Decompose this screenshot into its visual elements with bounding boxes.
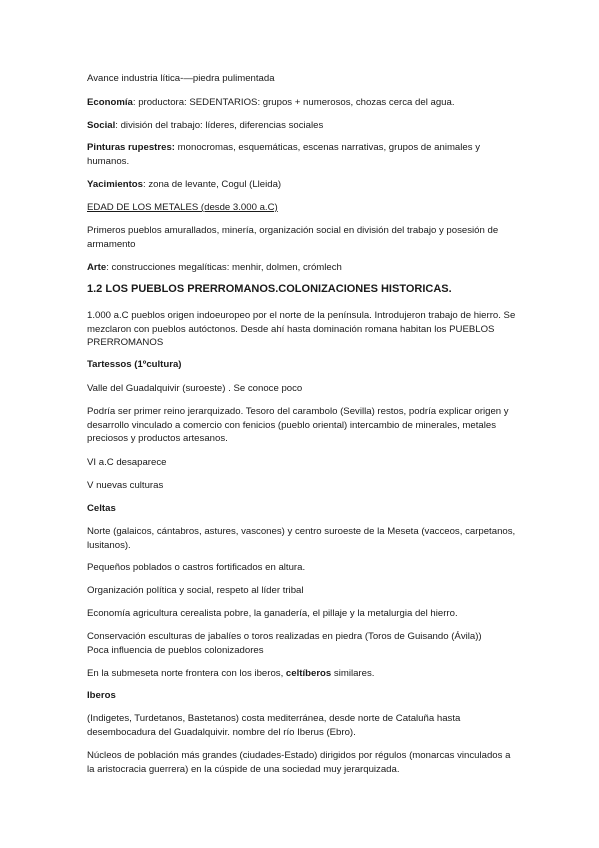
paragraph-pinturas [87, 141, 517, 168]
paragraph-indoeuropeos: 1.000 a.C pueblos origen indoeuropeo por el norte de la península. Introdujeron trabajo de hierro. Se mezclaron con pueblos autóctonos. Desde ahí hasta dominación romana habitan los PUEBLOS PRERROMANOS [87, 310, 516, 349]
text: : división del trabajo: líderes, diferencias sociales [115, 120, 324, 131]
paragraph-costa-mediterranea: (Indigetes, Turdetanos, Bastetanos) costa mediterránea, desde norte de Cataluña hasta desembocadura del Guadalquivir. nombre del río Iberus (Ebro). [87, 713, 461, 738]
heading-celtas: Celtas [87, 503, 116, 514]
text: monocromas, esquemáticas, escenas narrativas, grupos de animales y humanos. [87, 142, 480, 167]
paragraph-organizacion: Organización política y social, respeto al líder tribal [87, 585, 304, 596]
label-pinturas: Pinturas rupestres: [87, 142, 175, 153]
paragraph-economia [87, 96, 517, 110]
paragraph-castros: Pequeños poblados o castros fortificados en altura. [87, 562, 306, 573]
text: : zona de levante, Cogul (Lleida) [143, 179, 282, 190]
paragraph-yacimientos [87, 178, 517, 192]
text: : productora: SEDENTARIOS: grupos + numerosos, chozas cerca del agua. [132, 97, 455, 108]
paragraph-reino-jerarquizado: Podría ser primer reino jerarquizado. Tesoro del carambolo (Sevilla) restos, podría explicar origen y desarrollo vinculado a comercio con fenicios (pueblo oriental) intercambio de minerales, metales preciosos y productos artesanos. [87, 406, 509, 445]
text: Avance industria lítica-—piedra pulimentada [87, 73, 275, 84]
heading-tartessos: Tartessos (1ºcultura) [87, 359, 182, 370]
paragraph-social [87, 119, 517, 133]
label-social: Social [87, 120, 116, 131]
section-edad-metales: EDAD DE LOS METALES (desde 3.000 a.C) [87, 202, 278, 213]
paragraph-guadalquivir: Valle del Guadalquivir (suroeste) . Se conoce poco [87, 383, 303, 394]
paragraph-desaparece: VI a.C desaparece [87, 457, 167, 468]
paragraph-nucleos-poblacion: Núcleos de población más grandes (ciudades-Estado) dirigidos por régulos (monarcas vinculados a la aristocracia guerrera) en la cúspide de una sociedad muy jerarquizada. [87, 750, 511, 775]
label-economia: Economía [87, 97, 133, 108]
label-arte: Arte [87, 262, 107, 273]
paragraph-lithic [87, 72, 517, 86]
label-yacimientos: Yacimientos [87, 179, 143, 190]
text: Poca influencia de pueblos colonizadores [87, 644, 264, 656]
heading-iberos: Iberos [87, 690, 116, 701]
paragraph-norte: Norte (galaicos, cántabros, astures, vascones) y centro suroeste de la Meseta (vacceos, carpetanos, lusitanos). [87, 526, 516, 551]
paragraph-nuevas-culturas: V nuevas culturas [87, 480, 164, 491]
paragraph-pueblos-amurallados: Primeros pueblos amurallados, minería, organización social en división del trabajo y posesión de armamento [87, 225, 499, 250]
paragraph-arte [87, 261, 517, 275]
text: : construcciones megalíticas: menhir, dolmen, crómlech [106, 262, 342, 273]
term-celtiberos: celtíberos [285, 668, 332, 679]
paragraph-celtiberos [87, 667, 517, 681]
text: Conservación esculturas de jabalíes o toros realizadas en piedra (Toros de Guisando (Ávila)) [87, 631, 482, 642]
text: similares. [331, 668, 375, 679]
paragraph-esculturas [87, 630, 517, 657]
heading-pueblos-prerromanos: 1.2 LOS PUEBLOS PRERROMANOS.COLONIZACIONES HISTORICAS. [87, 283, 452, 295]
text: En la submeseta norte frontera con los iberos, [87, 668, 286, 679]
paragraph-economia-celtas: Economía agricultura cerealista pobre, la ganadería, el pillaje y la metalurgia del hierro. [87, 608, 458, 619]
